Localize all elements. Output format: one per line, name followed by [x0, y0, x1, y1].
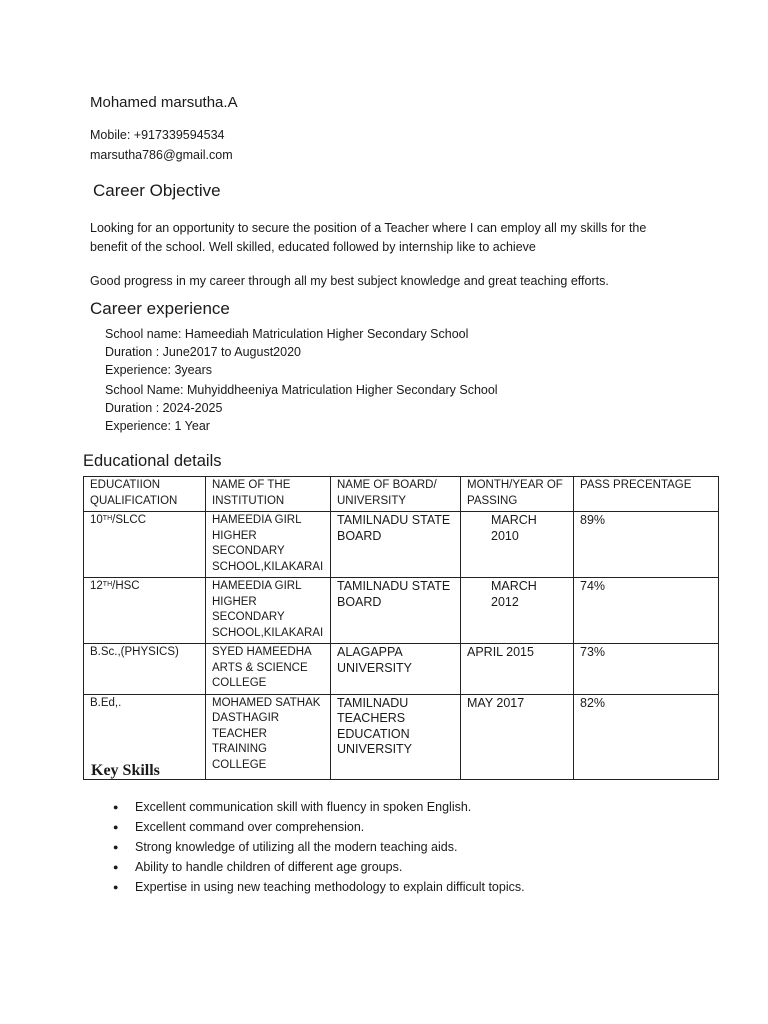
list-item: ● Excellent command over comprehension. [135, 817, 525, 837]
table-row [84, 578, 719, 644]
board-cell: TAMILNADU STATE BOARD [331, 578, 461, 644]
table-row [84, 512, 719, 578]
institution-cell: MOHAMED SATHAK DASTHAGIR TEACHER TRAINING COLLEGE [206, 694, 331, 779]
column-header: MONTH/YEAR OF PASSING [461, 477, 574, 512]
skills-list [90, 797, 525, 897]
table-header-row [84, 477, 719, 512]
job-2 [105, 381, 498, 435]
qualification-cell: B.Sc.,(PHYSICS) [84, 644, 206, 695]
job-duration: Duration : June2017 to August2020 [105, 345, 301, 359]
educational-details-heading: Educational details [83, 452, 222, 470]
column-header: NAME OF THE INSTITUTION [206, 477, 331, 512]
table-row [84, 644, 719, 695]
percentage-cell: 74% [574, 578, 719, 644]
qualification-cell: 12TH/HSC [84, 578, 206, 644]
education-table [83, 476, 719, 780]
passing-cell: APRIL 2015 [461, 644, 574, 695]
qualification-cell: 10TH/SLCC [84, 512, 206, 578]
column-header: NAME OF BOARD/ UNIVERSITY [331, 477, 461, 512]
job-experience: Experience: 3years [105, 363, 213, 377]
key-skills-heading: Key Skills [91, 762, 160, 779]
job-school: School name: Hameediah Matriculation Higher Secondary School [105, 327, 469, 341]
career-objective-heading: Career Objective [93, 181, 221, 200]
list-item: ● Ability to handle children of different age groups. [135, 857, 525, 877]
list-item: ● Excellent communication skill with fluency in spoken English. [135, 797, 525, 817]
column-header: EDUCATIION QUALIFICATION [84, 477, 206, 512]
percentage-cell: 82% [574, 694, 719, 779]
job-duration: Duration : 2024-2025 [105, 401, 223, 415]
career-experience-heading: Career experience [90, 299, 230, 318]
objective-line-2: benefit of the school. Well skilled, educated followed by internship like to achieve [90, 240, 536, 254]
objective-line-1: Looking for an opportunity to secure the position of a Teacher where I can employ all my skills for the [90, 221, 647, 235]
percentage-cell: 73% [574, 644, 719, 695]
board-cell: TAMILNADU TEACHERS EDUCATION UNIVERSITY [331, 694, 461, 779]
job-school: School Name: Muhyiddheeniya Matriculation Higher Secondary School [105, 383, 498, 397]
board-cell: ALAGAPPA UNIVERSITY [331, 644, 461, 695]
institution-cell: HAMEEDIA GIRL HIGHER SECONDARY SCHOOL,KILAKARAI [206, 512, 331, 578]
job-1 [105, 325, 468, 379]
percentage-cell: 89% [574, 512, 719, 578]
objective-line-3: Good progress in my career through all my best subject knowledge and great teaching efforts. [90, 274, 609, 288]
passing-cell: MARCH 2010 [461, 512, 574, 578]
institution-cell: HAMEEDIA GIRL HIGHER SECONDARY SCHOOL,KILAKARAI [206, 578, 331, 644]
candidate-name: Mohamed marsutha.A [90, 94, 238, 111]
list-item: ● Expertise in using new teaching methodology to explain difficult topics. [135, 877, 525, 897]
board-cell: TAMILNADU STATE BOARD [331, 512, 461, 578]
list-item: ● Strong knowledge of utilizing all the modern teaching aids. [135, 837, 525, 857]
job-experience: Experience: 1 Year [105, 419, 210, 433]
column-header: PASS PRECENTAGE [574, 477, 719, 512]
passing-cell: MAY 2017 [461, 694, 574, 779]
mobile-number: Mobile: +917339594534 [90, 128, 225, 142]
passing-cell: MARCH 2012 [461, 578, 574, 644]
institution-cell: SYED HAMEEDHA ARTS & SCIENCE COLLEGE [206, 644, 331, 695]
qualification-cell: B.Ed,. [84, 694, 206, 779]
table-row [84, 694, 719, 779]
email-address: marsutha786@gmail.com [90, 148, 233, 162]
